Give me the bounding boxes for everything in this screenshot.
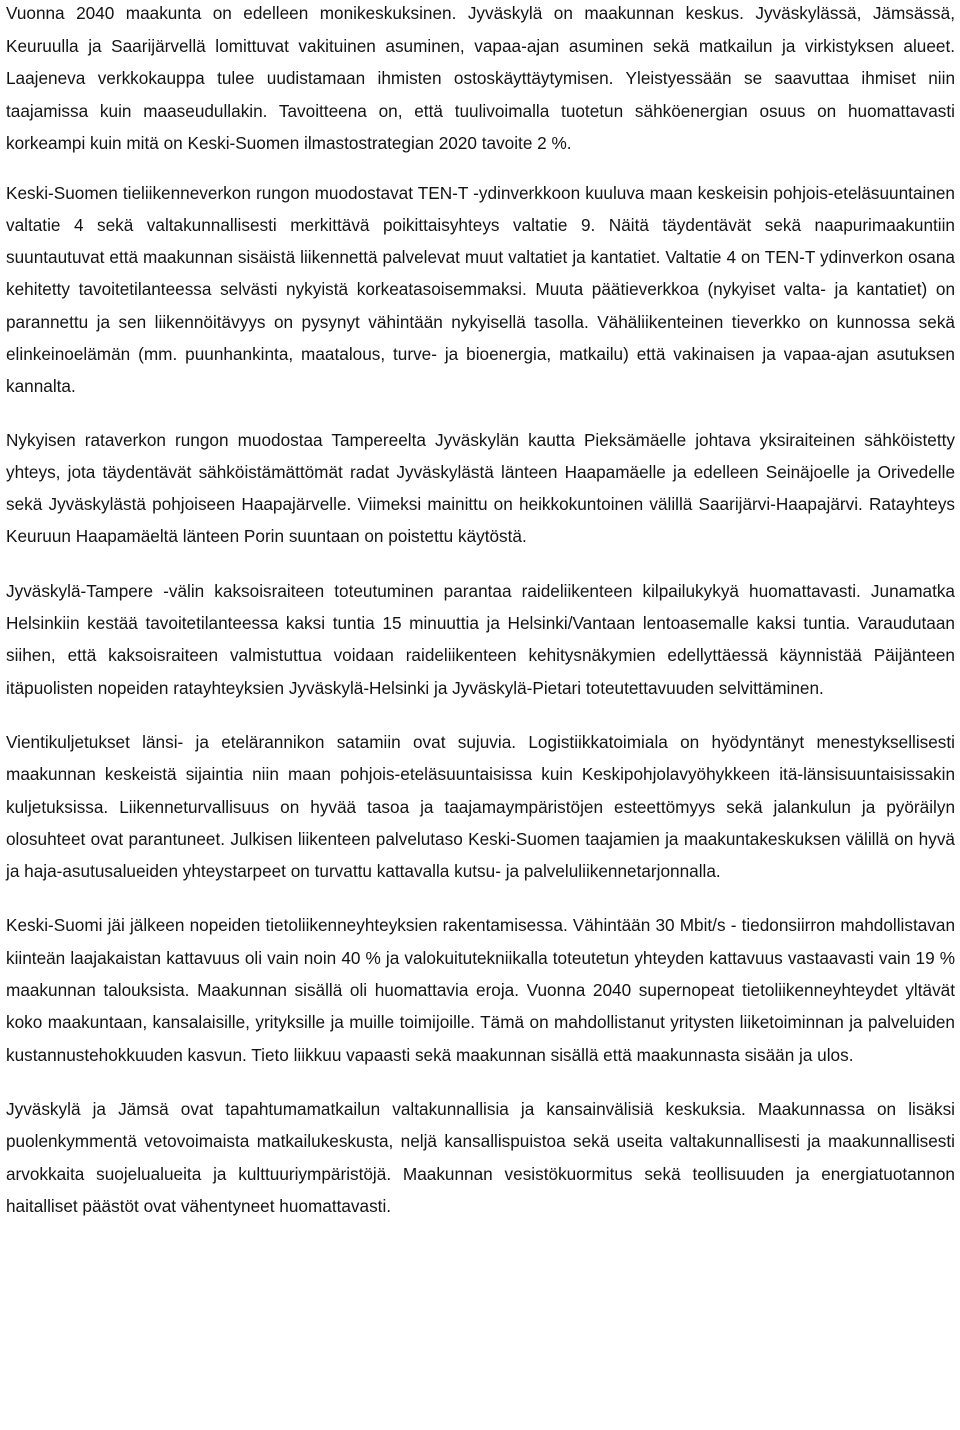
paragraph-rail-network (6, 424, 955, 553)
sentence: Valtatie 4 on TEN-T ydinverkon osana kehitetty tavoitetilanteessa selvästi nykyistä korkeatasoisemmaksi. (6, 247, 955, 300)
sentence: Viimeksi mainittu on heikkokuntoinen välillä Saarijärvi-Haapajärvi. (357, 494, 863, 515)
paragraph-road-network (6, 177, 955, 403)
sentence: Nykyisen rataverkon rungon muodostaa Tampereelta Jyväskylän kautta Pieksämäelle johtava yksiraiteinen sähköistetty yhteys, jota täydentävät sähköistämättömät radat Jyväskylästä länteen Haapamäelle ja edelleen Seinäjoelle ja Orivedelle sekä Jyväskylästä pohjoiseen Haapajärvelle. (6, 429, 955, 515)
paragraph-tourism-environment (6, 1093, 955, 1222)
sentence: Vuonna 2040 maakunta on edelleen monikeskuksinen. Jyväskylä on maakunnan keskus. Jyväskylässä, Jämsässä, Keuruulla ja Saarijärvellä lomittuvat vakituinen asuminen, vapaa-ajan asuminen sekä matkailun ja virkistyksen alueet. (6, 3, 955, 56)
sentence: Maakunnan vesistökuormitus sekä teollisuuden ja energiatuotannon haitalliset päästöt ovat vähentyneet huomattavasti. (6, 1163, 955, 1216)
sentence: Keski-Suomen tieliikenneverkon rungon muodostavat TEN-T -ydinverkkoon kuuluva maan keskeisin pohjois-eteläsuuntainen valtatie 4 sekä valtakunnallisesti merkittävä poikittaisyhteys valtatie 9. (6, 182, 955, 235)
sentence: Laajeneva verkkokauppa tulee uudistamaan ihmisten ostoskäyttäytymisen. (6, 68, 614, 88)
sentence: Ratayhteys Keuruun Haapamäeltä länteen Porin suuntaan on poistettu käytöstä. (6, 494, 956, 547)
paragraph-regional-structure (6, 0, 955, 160)
sentence: Tämä on mahdollistanut yritysten liiketoiminnan ja palveluiden kustannustehokkuuden kasvun. (6, 1012, 955, 1065)
sentence: Jyväskylä-Tampere -välin kaksoisraiteen toteutuminen parantaa raideliikenteen kilpailukykyä huomattavasti. (6, 580, 861, 601)
paragraph-broadband (6, 909, 955, 1070)
sentence: Junamatka Helsinkiin kestää tavoitetilanteessa kaksi tuntia 15 minuuttia ja Helsinki/Vantaan lentoasemalle kaksi tuntia. (6, 580, 955, 634)
sentence: Maakunnassa on lisäksi puolenkymmentä vetovoimaista matkailukeskusta, neljä kansallispuistoa sekä useita valtakunnallisesti ja maakunnallisesti arvokkaita suojelualueita ja kulttuuriympäristöjä. (6, 1098, 955, 1184)
sentence: Yleistyessään se saavuttaa ihmiset niin taajamissa kuin maaseudullakin. (6, 68, 956, 121)
paragraph-logistics (6, 726, 955, 887)
sentence: Julkisen liikenteen palvelutaso Keski-Suomen taajamien ja maakuntakeskuksen välillä on hyvä ja haja-asutusalueiden yhteystarpeet on turvattu kattavalla kutsu- ja palveluliikennetarjonnalla. (6, 828, 955, 882)
sentence: Varaudutaan siihen, että kaksoisraiteen valmistuttua voidaan raideliikenteen kehitysnäkymien edellyttäessä käynnistää Päijänteen itäpuolisten nopeiden ratayhteyksien Jyväskylä-Helsinki ja Jyväskylä-Pietari toteutettavuuden selvittäminen. (6, 613, 955, 698)
sentence: Vuonna 2040 supernopeat tietoliikenneyhteydet yltävät koko maakuntaan, kansalaisille, yrityksille ja muille toimijoille. (6, 980, 956, 1033)
sentence: Maakunnan sisällä oli huomattavia eroja. (197, 980, 520, 1001)
sentence: Muuta päätieverkkoa (nykyiset valta- ja kantatiet) on parannettu ja sen liikennöitävyys on pysynyt vähintään nykyisellä tasolla. (6, 279, 955, 332)
sentence: Jyväskylä ja Jämsä ovat tapahtumamatkailun valtakunnallisia ja kansainvälisiä keskuksia. (6, 1098, 746, 1119)
sentence: Näitä täydentävät sekä naapurimaakuntiin suuntautuvat että maakunnan sisäistä liikennettä palvelevat muut valtatiet ja kantatiet. (6, 214, 955, 268)
sentence: Liikenneturvallisuus on hyvää tasoa ja taajamaympäristöjen esteettömyys sekä jalankulun ja pyöräilyn olosuhteet ovat parantuneet. (6, 796, 956, 849)
sentence: Keski-Suomi jäi jälkeen nopeiden tietoliikenneyhteyksien rakentamisessa. (6, 915, 568, 936)
sentence: Vähäliikenteinen tieverkko on kunnossa sekä elinkeinoelämän (mm. puunhankinta, maatalous, turve- ja bioenergia, matkailu) että vakinaisen ja vapaa-ajan asutuksen kannalta. (6, 311, 955, 397)
paragraph-double-track (6, 575, 955, 704)
sentence: Tieto liikkuu vapaasti sekä maakunnan sisällä että maakunnasta sisään ja ulos. (251, 1044, 854, 1065)
sentence: Logistiikkatoimiala on hyödyntänyt menestyksellisesti maakunnan keskeistä sijaintia niin maan pohjois-eteläsuuntaisissa kuin Keskipohjolavyöhykkeen itä-länsisuuntaisissakin kuljetuksissa. (6, 731, 955, 817)
sentence: Vientikuljetukset länsi- ja etelärannikon satamiin ovat sujuvia. (6, 731, 517, 752)
sentence: Tavoitteena on, että tuulivoimalla tuotetun sähköenergian osuus on huomattavasti korkeampi kuin mitä on Keski-Suomen ilmastostrategian 2020 tavoite 2 %. (6, 100, 955, 153)
sentence: Vähintään 30 Mbit/s - tiedonsiirron mahdollistavan kiinteän laajakaistan kattavuus oli vain noin 40 % ja valokuitutekniikalla toteutetun yhteyden kattavuus vastaavasti vain 19 % maakunnan talouksista. (6, 915, 955, 1001)
